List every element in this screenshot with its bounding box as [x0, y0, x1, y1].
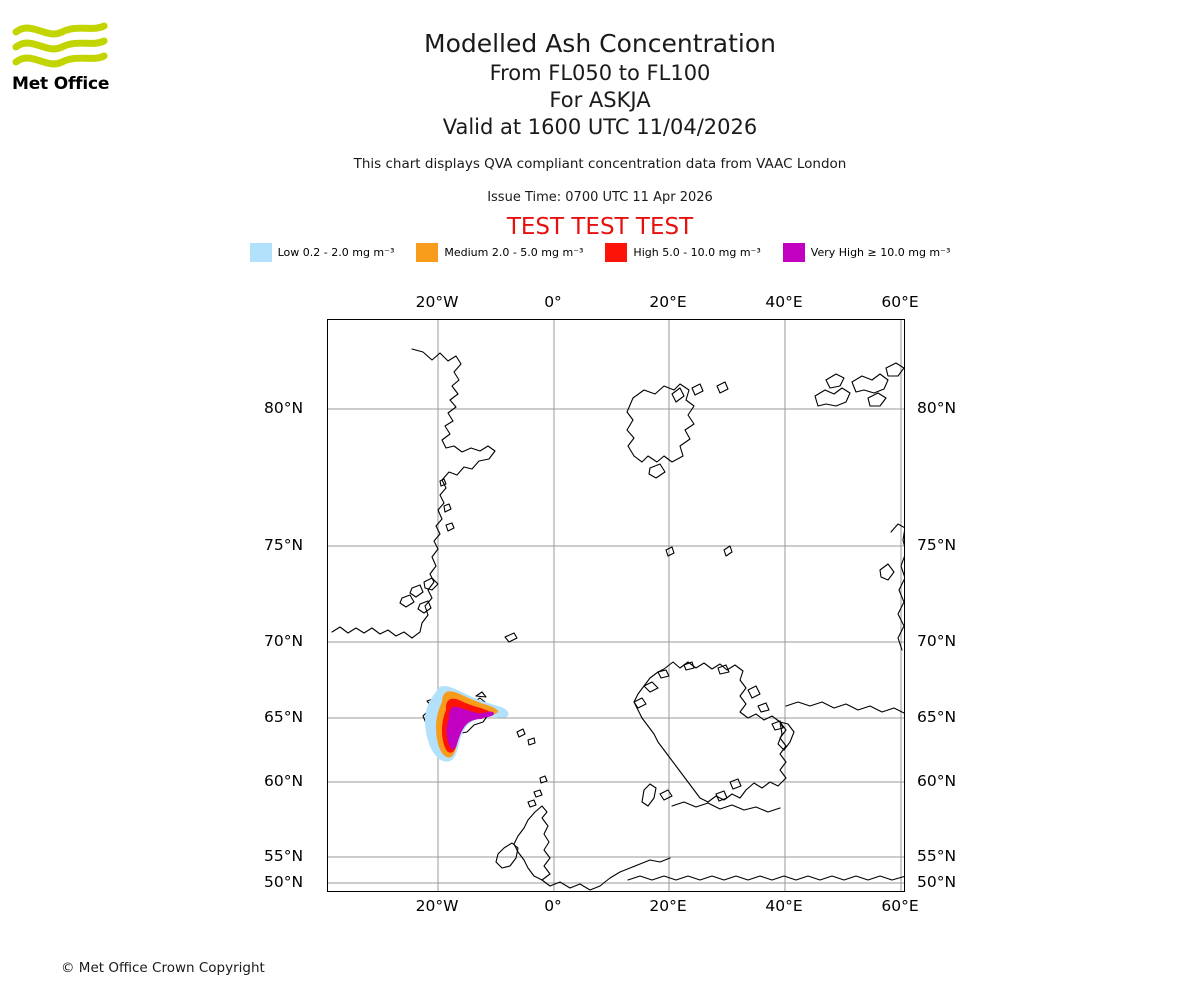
y-tick-left-50: 50°N — [264, 873, 304, 891]
map-coastlines — [332, 349, 905, 890]
x-tick-top-1: 0° — [544, 293, 562, 311]
x-tick-bottom-0: 20°W — [415, 897, 459, 915]
map-svg — [328, 320, 905, 892]
legend-swatch-low — [250, 243, 272, 262]
x-tick-bottom-2: 20°E — [649, 897, 687, 915]
map-plot-area[interactable] — [327, 319, 905, 892]
concentration-legend — [0, 243, 1200, 262]
x-tick-bottom-1: 0° — [544, 897, 562, 915]
issue-time: Issue Time: 0700 UTC 11 Apr 2026 — [487, 190, 713, 205]
x-tick-top-3: 40°E — [765, 293, 803, 311]
y-tick-right-50: 50°N — [917, 873, 957, 891]
y-tick-left-75: 75°N — [264, 536, 304, 554]
legend-item-low — [250, 243, 395, 262]
x-tick-top-0: 20°W — [415, 293, 459, 311]
y-tick-left-55: 55°N — [264, 847, 304, 865]
legend-item-medium — [416, 243, 583, 262]
chart-description: This chart displays QVA compliant concentration data from VAAC London — [353, 156, 847, 172]
y-tick-left-65: 65°N — [264, 708, 304, 726]
valid-time: Valid at 1600 UTC 11/04/2026 — [442, 115, 758, 139]
x-tick-bottom-4: 60°E — [881, 897, 919, 915]
legend-label-medium: Medium 2.0 - 5.0 mg m⁻³ — [444, 246, 584, 259]
x-tick-top-4: 60°E — [881, 293, 919, 311]
y-tick-right-70: 70°N — [917, 632, 957, 650]
x-tick-bottom-3: 40°E — [765, 897, 803, 915]
y-tick-right-55: 55°N — [917, 847, 957, 865]
test-banner: TEST TEST TEST — [506, 214, 694, 240]
legend-label-low: Low 0.2 - 2.0 mg m⁻³ — [277, 246, 395, 259]
y-tick-right-65: 65°N — [917, 708, 957, 726]
y-tick-right-80: 80°N — [917, 399, 957, 417]
ash-concentration-plume — [425, 686, 509, 762]
legend-swatch-medium — [416, 243, 438, 262]
map-container — [264, 293, 957, 915]
legend-swatch-high — [605, 243, 627, 262]
legend-item-high — [605, 243, 760, 262]
page-title-block — [0, 28, 1200, 141]
met-office-logo-text: Met Office — [12, 74, 110, 94]
flight-level-range: From FL050 to FL100 — [489, 61, 711, 85]
y-tick-right-75: 75°N — [917, 536, 957, 554]
legend-item-very-high — [783, 243, 951, 262]
y-tick-left-80: 80°N — [264, 399, 304, 417]
legend-swatch-very-high — [783, 243, 805, 262]
x-tick-top-2: 20°E — [649, 293, 687, 311]
copyright-notice: © Met Office Crown Copyright — [61, 960, 265, 976]
legend-label-high: High 5.0 - 10.0 mg m⁻³ — [633, 246, 761, 259]
volcano-name: For ASKJA — [549, 88, 651, 112]
legend-label-very-high: Very High ≥ 10.0 mg m⁻³ — [810, 246, 951, 259]
y-tick-right-60: 60°N — [917, 772, 957, 790]
page-title: Modelled Ash Concentration — [424, 29, 776, 58]
y-tick-left-70: 70°N — [264, 632, 304, 650]
y-tick-left-60: 60°N — [264, 772, 304, 790]
